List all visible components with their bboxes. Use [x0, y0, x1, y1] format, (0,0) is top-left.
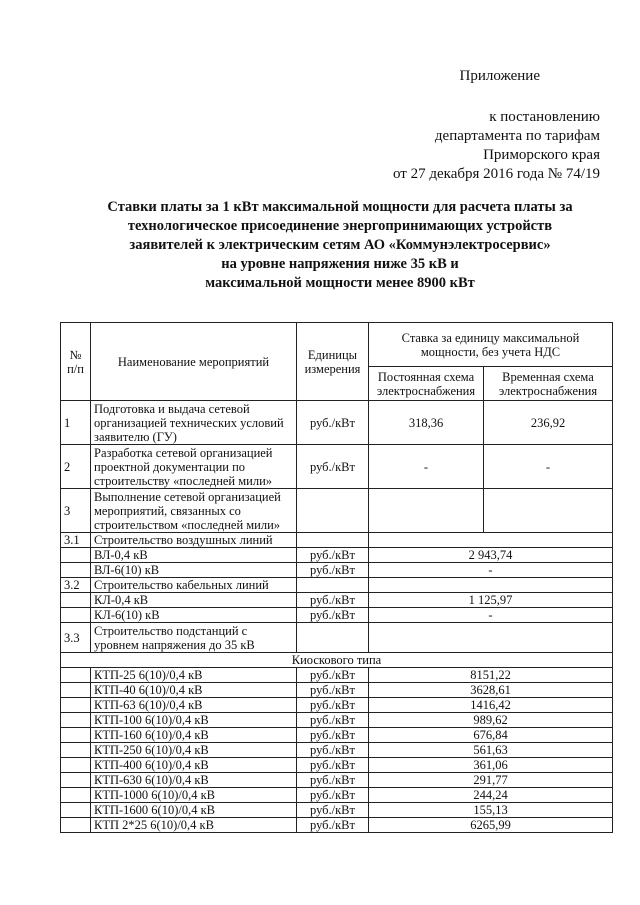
section-num: 3.3: [61, 623, 91, 653]
row-name: КЛ-0,4 кВ: [91, 593, 297, 608]
table-row: [61, 401, 613, 445]
row-value: 361,06: [369, 758, 613, 773]
table-row: [61, 608, 613, 623]
row-unit: руб./кВт: [297, 401, 369, 445]
row-unit: руб./кВт: [297, 698, 369, 713]
row-name: КТП-1600 6(10)/0,4 кВ: [91, 803, 297, 818]
table-row: [61, 548, 613, 563]
row-name: КЛ-6(10) кВ: [91, 608, 297, 623]
section-num: 3.1: [61, 533, 91, 548]
row-unit: руб./кВт: [297, 683, 369, 698]
header-num: № п/п: [61, 323, 91, 401]
row-value: -: [369, 608, 613, 623]
document-title: [60, 198, 620, 293]
approval-line: к постановлению: [489, 109, 600, 125]
row-name: КТП-100 6(10)/0,4 кВ: [91, 713, 297, 728]
row-unit: руб./кВт: [297, 758, 369, 773]
row-value: 561,63: [369, 743, 613, 758]
section-row: [61, 533, 613, 548]
row-name: КТП-1000 6(10)/0,4 кВ: [91, 788, 297, 803]
row-unit: руб./кВт: [297, 773, 369, 788]
row-name: КТП-400 6(10)/0,4 кВ: [91, 758, 297, 773]
row-value: 8151,22: [369, 668, 613, 683]
row-permanent: -: [369, 445, 484, 489]
row-permanent: [369, 489, 484, 533]
row-unit: руб./кВт: [297, 548, 369, 563]
table-row: [61, 698, 613, 713]
row-name: КТП-160 6(10)/0,4 кВ: [91, 728, 297, 743]
row-value: 155,13: [369, 803, 613, 818]
row-value: 244,24: [369, 788, 613, 803]
table-row: [61, 489, 613, 533]
table-row: [61, 728, 613, 743]
row-num: 3: [61, 489, 91, 533]
header-temporary: Временная схема электроснабжения: [484, 367, 613, 401]
title-line: Ставки платы за 1 кВт максимальной мощности для расчета платы за: [107, 199, 573, 215]
approval-line: от 27 декабря 2016 года № 74/19: [392, 166, 600, 182]
table-row: [61, 668, 613, 683]
table-row: [61, 788, 613, 803]
kiosk-subheader-row: [61, 653, 613, 668]
header-name: Наименование мероприятий: [91, 323, 297, 401]
row-unit: руб./кВт: [297, 563, 369, 578]
table-row: [61, 563, 613, 578]
row-unit: руб./кВт: [297, 743, 369, 758]
row-permanent: 318,36: [369, 401, 484, 445]
row-name: КТП-40 6(10)/0,4 кВ: [91, 683, 297, 698]
row-unit: руб./кВт: [297, 818, 369, 833]
table-row: [61, 683, 613, 698]
table-row: [61, 445, 613, 489]
table-row: [61, 593, 613, 608]
row-value: 2 943,74: [369, 548, 613, 563]
row-value: 1 125,97: [369, 593, 613, 608]
title-line: максимальной мощности менее 8900 кВт: [205, 275, 475, 291]
header-rate: Ставка за единицу максимальной мощности, без учета НДС: [369, 323, 613, 367]
rates-table: [60, 322, 613, 833]
header-unit: Единицы измерения: [297, 323, 369, 401]
row-name: КТП 2*25 6(10)/0,4 кВ: [91, 818, 297, 833]
row-value: 291,77: [369, 773, 613, 788]
row-value: 676,84: [369, 728, 613, 743]
row-temporary: 236,92: [484, 401, 613, 445]
table-row: [61, 803, 613, 818]
approval-line: департамента по тарифам: [434, 128, 600, 144]
table-row: [61, 818, 613, 833]
row-value: 989,62: [369, 713, 613, 728]
row-name: КТП-63 6(10)/0,4 кВ: [91, 698, 297, 713]
section-name: Строительство подстанций с уровнем напряжения до 35 кВ: [91, 623, 297, 653]
section-row: [61, 578, 613, 593]
row-name: ВЛ-6(10) кВ: [91, 563, 297, 578]
row-name: КТП-250 6(10)/0,4 кВ: [91, 743, 297, 758]
table-row: [61, 743, 613, 758]
row-name: Разработка сетевой организацией проектной документации по строительству «последней мили»: [91, 445, 297, 489]
row-value: -: [369, 563, 613, 578]
row-unit: руб./кВт: [297, 803, 369, 818]
row-unit: руб./кВт: [297, 668, 369, 683]
row-name: КТП-25 6(10)/0,4 кВ: [91, 668, 297, 683]
section-name: Строительство воздушных линий: [91, 533, 297, 548]
table-row: [61, 773, 613, 788]
title-line: технологическое присоединение энергопринимающих устройств: [127, 218, 553, 234]
row-unit: руб./кВт: [297, 608, 369, 623]
row-name: КТП-630 6(10)/0,4 кВ: [91, 773, 297, 788]
approval-line: Приморского края: [483, 147, 600, 163]
title-line: на уровне напряжения ниже 35 кВ и: [221, 256, 459, 272]
row-temporary: -: [484, 445, 613, 489]
section-name: Строительство кабельных линий: [91, 578, 297, 593]
row-unit: руб./кВт: [297, 728, 369, 743]
header-permanent: Постоянная схема электроснабжения: [369, 367, 484, 401]
row-num: 2: [61, 445, 91, 489]
row-name: Выполнение сетевой организацией мероприятий, связанных со строительством «последней мили»: [91, 489, 297, 533]
row-unit: руб./кВт: [297, 445, 369, 489]
appendix-label: Приложение: [459, 68, 540, 84]
approval-block: [393, 108, 600, 184]
row-unit: руб./кВт: [297, 593, 369, 608]
row-name: Подготовка и выдача сетевой организацией технических условий заявителю (ГУ): [91, 401, 297, 445]
row-unit: руб./кВт: [297, 713, 369, 728]
row-name: ВЛ-0,4 кВ: [91, 548, 297, 563]
row-value: 1416,42: [369, 698, 613, 713]
row-num: 1: [61, 401, 91, 445]
row-value: 6265,99: [369, 818, 613, 833]
table-row: [61, 713, 613, 728]
section-num: 3.2: [61, 578, 91, 593]
table-row: [61, 758, 613, 773]
row-temporary: [484, 489, 613, 533]
row-value: 3628,61: [369, 683, 613, 698]
kiosk-label: Киоскового типа: [61, 653, 613, 668]
row-unit: руб./кВт: [297, 788, 369, 803]
section-row: [61, 623, 613, 653]
title-line: заявителей к электрическим сетям АО «Коммунэлектросервис»: [129, 237, 551, 253]
row-unit: [297, 489, 369, 533]
